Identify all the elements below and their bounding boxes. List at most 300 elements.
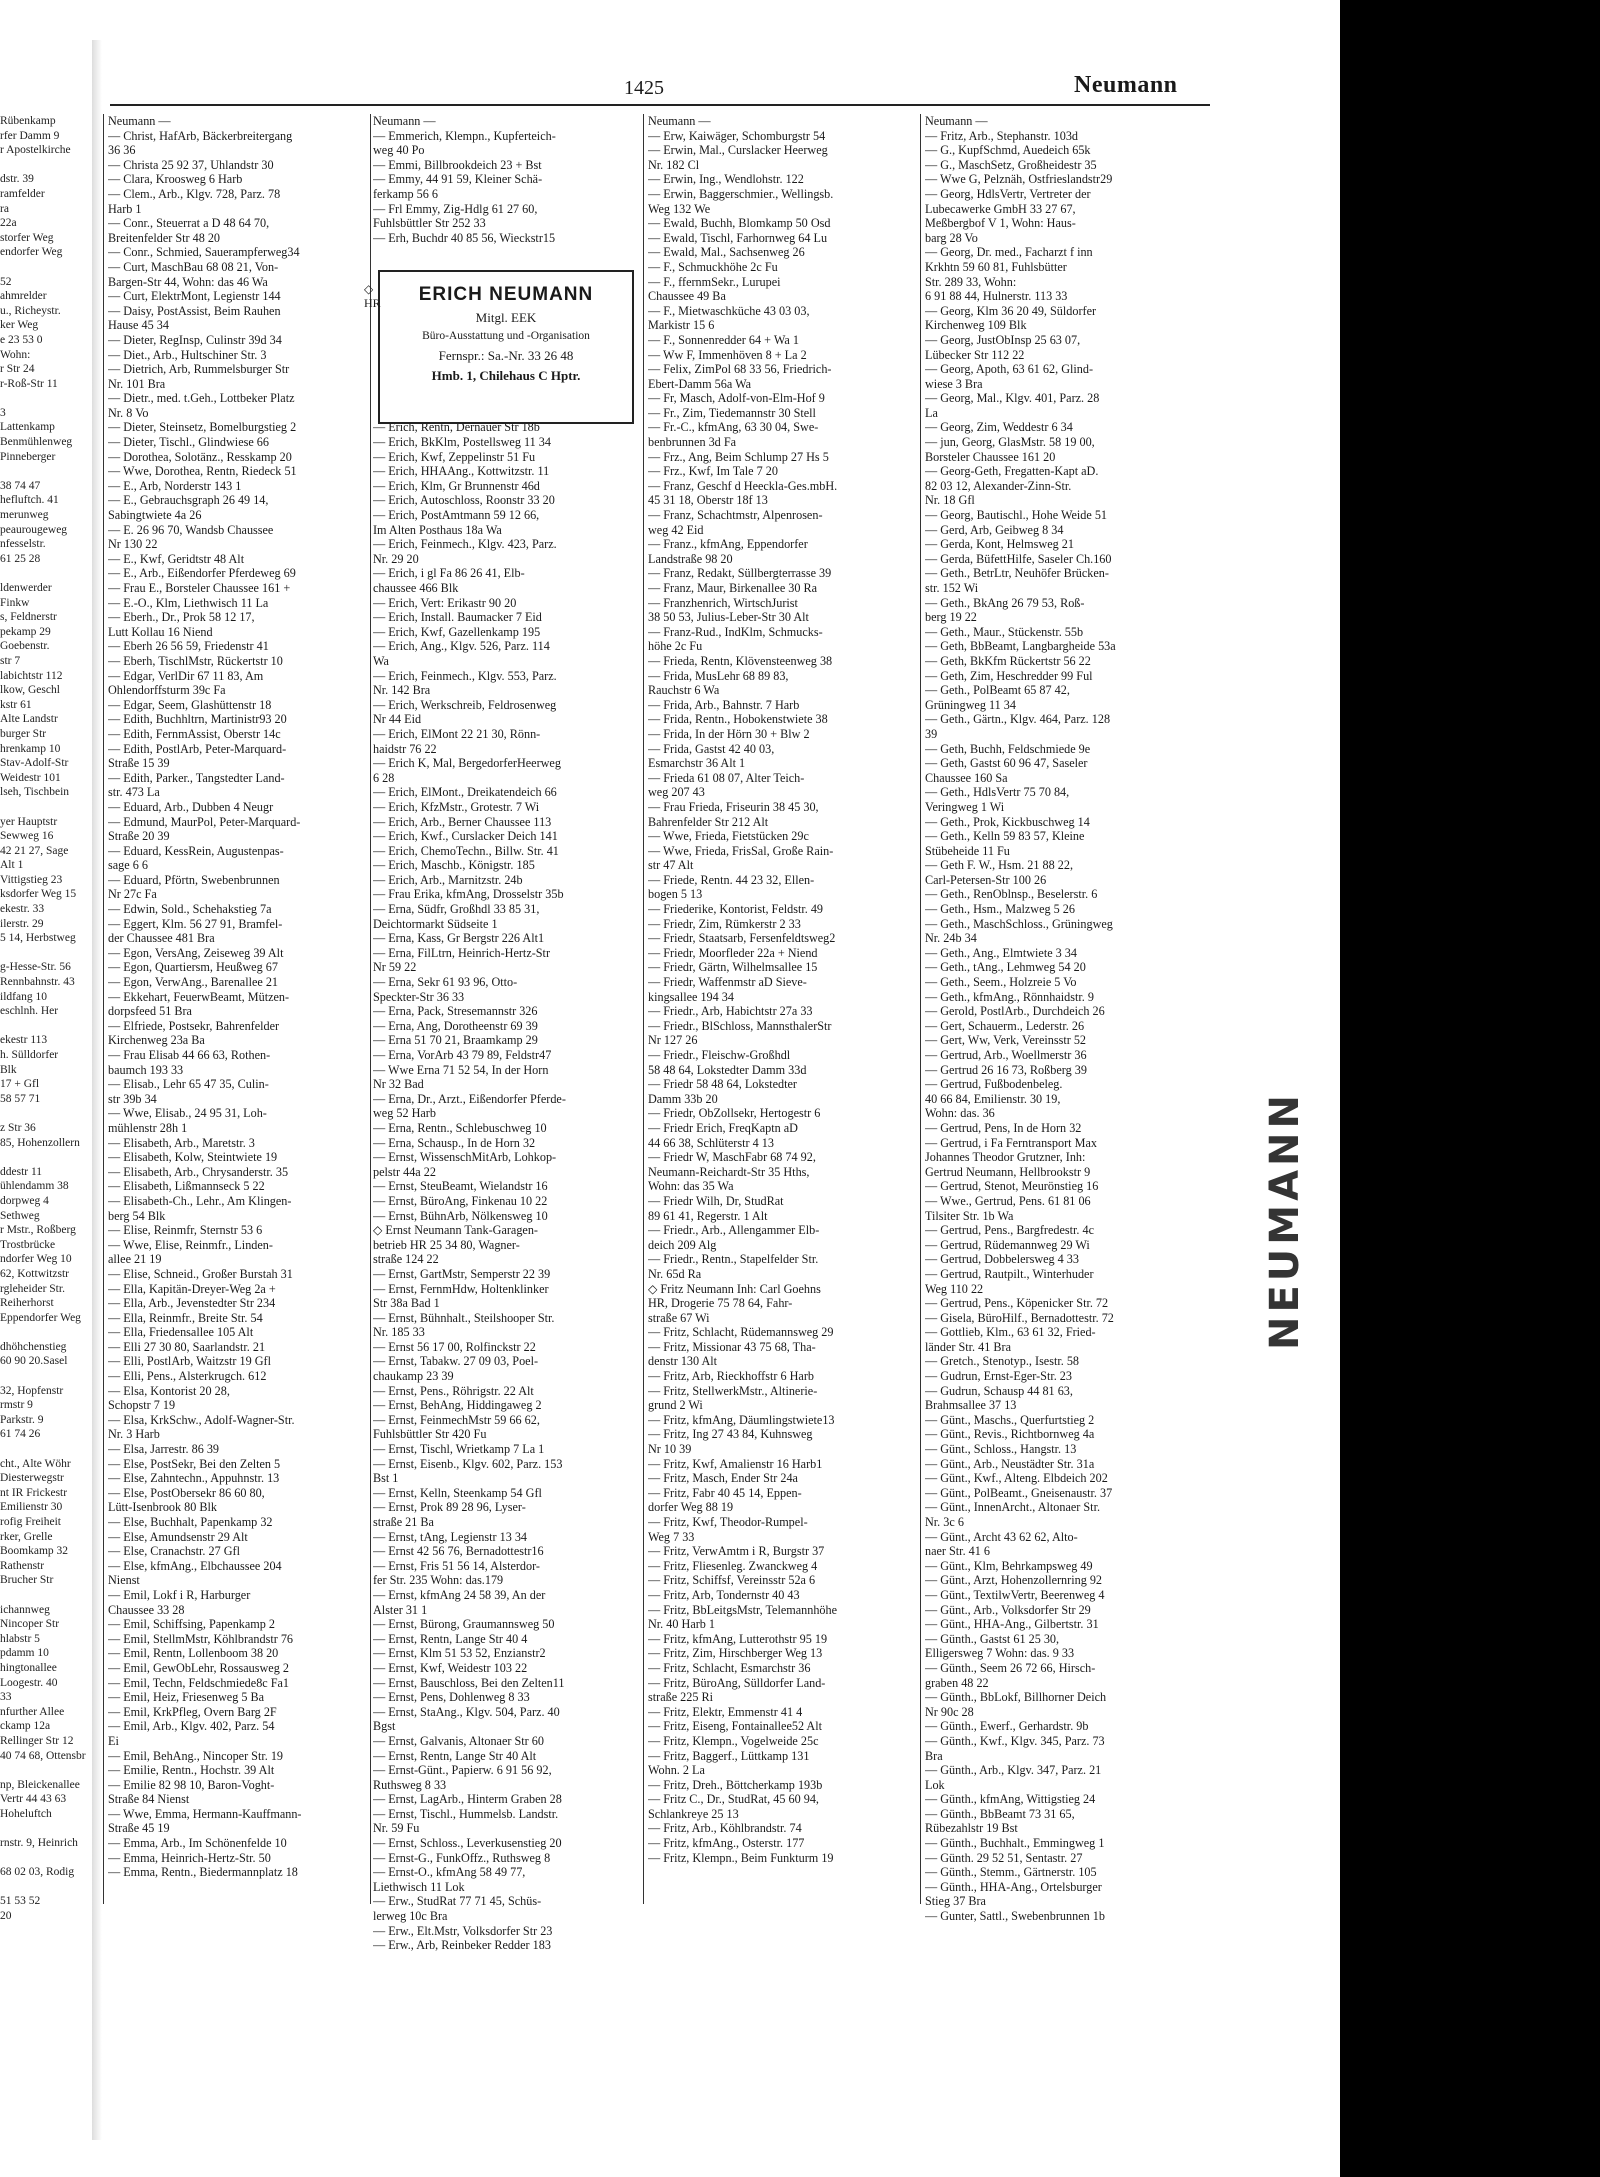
directory-entry-line: haidstr 76 22 <box>373 741 437 756</box>
directory-entry-line: — Elisabeth, Lißmannseck 5 22 <box>108 1179 265 1194</box>
directory-entry-line: — Ernst, FeinmechMstr 59 66 62, <box>373 1412 540 1427</box>
directory-entry-line: Nr. 18 Gfl <box>925 493 975 508</box>
directory-entry-line: — Friedr., Arb, Habichtstr 27a 33 <box>648 1004 813 1019</box>
directory-entry-line: — Eberh., Dr., Prok 58 12 17, <box>108 610 255 625</box>
directory-entry-line: — Günt., Arb., Volksdorfer Str 29 <box>925 1602 1091 1617</box>
column-left-fragment <box>0 114 92 1924</box>
directory-entry-line: — Emil, Lokf i R, Harburger <box>108 1587 251 1602</box>
directory-entry-line: — Friedr Wilh, Dr, StudRat <box>648 1193 784 1208</box>
directory-entry-line: — Emilie 82 98 10, Baron-Voght- <box>108 1777 275 1792</box>
directory-entry-line: 58 48 64, Lokstedter Damm 33d <box>648 1062 807 1077</box>
directory-entry-line: — Frida, Gastst 42 40 03, <box>648 741 775 756</box>
directory-entry-line: — E., Kwf, Geridtstr 48 Alt <box>108 551 245 566</box>
directory-entry-line: Vittigstieg 23 <box>0 873 63 886</box>
directory-entry-line: — Gertrud, Arb., Woellmerstr 36 <box>925 1048 1087 1062</box>
directory-entry-line: — Günt., HHA-Ang., Gilbertstr. 31 <box>925 1617 1099 1632</box>
directory-entry-line: — Emma, Arb., Im Schönenfelde 10 <box>108 1836 287 1851</box>
directory-entry-line: rmstr 9 <box>0 1399 33 1412</box>
directory-entry-line: — Ernst, Rentn, Lange Str 40 Alt <box>373 1748 537 1763</box>
directory-entry-line: Kirchenweg 109 Blk <box>925 318 1027 333</box>
ad-phone: Fernspr.: Sa.-Nr. 33 26 48 <box>438 348 574 363</box>
directory-entry-line: s, Feldnerstr <box>0 611 57 624</box>
directory-entry-line: str. 152 Wi <box>925 581 979 595</box>
directory-entry-line: Str. 289 33, Wohn: <box>925 274 1017 289</box>
ad-address: Hmb. 1, Chilehaus C Hptr. <box>431 368 581 383</box>
directory-entry-line: Brucher Str <box>0 1574 54 1587</box>
directory-entry-line: 5 14, Herbstweg <box>0 932 76 945</box>
directory-entry-line <box>0 1442 92 1457</box>
directory-entry-line: — Gertrud, Pens, In de Horn 32 <box>925 1120 1082 1135</box>
directory-entry-line: — Ella, Arb., Jevenstedter Str 234 <box>108 1296 276 1311</box>
directory-entry-line: — Fritz, Klempn., Beim Funkturm 19 <box>648 1850 834 1865</box>
directory-entry-line: Nr. 3c 6 <box>925 1515 964 1529</box>
directory-entry-line: — Dieter, Steinsetz, Bomelburgstieg 2 <box>108 420 297 435</box>
directory-entry-line: Hause 45 34 <box>108 318 169 333</box>
directory-entry-line: — Friedr Erich, FreqKaptn aD <box>648 1120 798 1135</box>
directory-entry-line: Wohn. 2 La <box>648 1763 705 1778</box>
directory-entry-line: 62, Kottwitzstr <box>0 1267 69 1280</box>
directory-entry-line: — Georg, Zim, Weddestr 6 34 <box>925 420 1073 435</box>
directory-entry-line: — Georg, Apoth, 63 61 62, Glind- <box>925 362 1094 377</box>
directory-entry-line: — Erna, Kass, Gr Bergstr 226 Alt1 <box>373 931 545 946</box>
directory-entry-line: — Ella, Reinmfr., Breite Str. 54 <box>108 1310 263 1325</box>
directory-entry-line: naer Str. 41 6 <box>925 1544 990 1559</box>
directory-entry-line: Neumann — <box>925 114 988 128</box>
directory-entry-line: Nincoper Str <box>0 1618 60 1631</box>
directory-entry-line: — Wwe, Frieda, Fietstücken 29c <box>648 829 809 844</box>
directory-entry-line: deich 209 Alg <box>648 1237 717 1252</box>
directory-entry-line: — Ella, Kapitän-Dreyer-Weg 2a + <box>108 1281 276 1296</box>
directory-entry-line: r Apostelkirche <box>0 144 71 157</box>
directory-entry-line: — Erw., Arb, Reinbeker Redder 183 <box>373 1938 551 1953</box>
directory-entry-line: — Edith, Parker., Tangstedter Land- <box>108 770 285 785</box>
directory-entry-line: 6 28 <box>373 770 395 785</box>
directory-entry-line: — Gerold, PostlArb., Durchdeich 26 <box>925 1004 1105 1019</box>
directory-entry-line: — Erna, FilLtrn, Heinrich-Hertz-Str <box>373 945 551 960</box>
directory-entry-line: Neumann — <box>373 114 436 128</box>
directory-entry-line: Neumann — <box>648 114 711 128</box>
directory-entry-line: — Geth., Maur., Stückenstr. 55b <box>925 624 1084 639</box>
directory-entry-line: — Egon, Quartiersm, Heußweg 67 <box>108 960 278 975</box>
directory-entry-line: Straße 45 19 <box>108 1821 170 1836</box>
directory-entry-line: — Fritz, BüroAng, Sülldorfer Land- <box>648 1675 826 1690</box>
directory-entry-line: Nr. 8 Vo <box>108 405 149 420</box>
directory-entry-line: — Fritz, VerwAmtm i R, Burgstr 37 <box>648 1544 825 1559</box>
directory-entry-line: — Erwin, Ing., Wendlohstr. 122 <box>648 172 804 187</box>
directory-entry-line: Fuhlsbüttler Str 252 33 <box>373 216 486 231</box>
directory-entry-line: — Fritz, Schlacht, Rüdemannsweg 29 <box>648 1325 834 1340</box>
directory-entry-line: graben 48 22 <box>925 1675 989 1690</box>
directory-entry-line: — Else, PostSekr, Bei den Zelten 5 <box>108 1456 281 1471</box>
directory-entry-line: Carl-Petersen-Str 100 26 <box>925 872 1047 887</box>
directory-entry-line: — Fritz, Eiseng, Fontainallee52 Alt <box>648 1719 822 1734</box>
directory-entry-line: — Wwe G, Pelznäh, Ostfrieslandstr29 <box>925 172 1113 187</box>
directory-entry-line: — Elisab., Lehr 65 47 35, Culin- <box>108 1077 269 1092</box>
directory-entry-line: labichtstr 112 <box>0 669 63 682</box>
directory-entry-line: barg 28 Vo <box>925 230 978 245</box>
directory-entry-line: — Fritz C., Dr., StudRat, 45 60 94, <box>648 1792 819 1807</box>
directory-entry-line <box>0 1019 92 1034</box>
directory-entry-line: Lok <box>925 1777 945 1792</box>
directory-entry-line: Markistr 15 6 <box>648 318 715 333</box>
directory-entry-line: — Erna, Rentn., Schlebuschweg 10 <box>373 1120 547 1135</box>
directory-entry-line: — Gertrud, Rautpilt., Winterhuder <box>925 1266 1094 1281</box>
directory-entry-line: Ruthsweg 8 33 <box>373 1777 447 1792</box>
directory-entry-line: — Günt., Revis., Richtbornweg 4a <box>925 1427 1095 1442</box>
directory-entry-line: Wohn: das. 36 <box>925 1106 995 1121</box>
directory-entry-line <box>0 158 92 173</box>
directory-entry-line: — Fritz, Zim, Hirschberger Weg 13 <box>648 1646 823 1661</box>
directory-entry-line: — Wwe, Emma, Hermann-Kauffmann- <box>108 1806 302 1821</box>
directory-entry-line: Benmühlenweg <box>0 436 73 449</box>
directory-entry-line: Veringweg 1 Wi <box>925 799 1005 814</box>
directory-entry-line: — Fritz, Arb, Rieckhoffstr 6 Harb <box>648 1369 814 1384</box>
directory-entry-line: — Erich, Maschb., Königstr. 185 <box>373 858 535 873</box>
directory-entry-line <box>0 1763 92 1778</box>
directory-entry-line: ichannweg <box>0 1603 50 1616</box>
directory-entry-line: Neumann-Reichardt-Str 35 Hths, <box>648 1164 810 1179</box>
directory-entry-line: — Erw., Elt.Mstr, Volksdorfer Str 23 <box>373 1923 553 1938</box>
directory-entry-line: — Geth., PolBeamt 65 87 42, <box>925 683 1070 698</box>
directory-entry-line: — Ernst, BüroAng, Finkenau 10 22 <box>373 1193 548 1208</box>
directory-entry-line: — Elsa, Kontorist 20 28, <box>108 1383 230 1398</box>
directory-entry-line: — Fritz, Elektr, Emmenstr 41 4 <box>648 1704 803 1719</box>
directory-entry-line: — Edith, FernmAssist, Oberstr 14c <box>108 726 281 741</box>
directory-entry-line: — Erich, ElMont., Dreikatendeich 66 <box>373 785 557 800</box>
directory-entry-line: Chaussee 49 Ba <box>648 289 726 304</box>
directory-entry-line: 32, Hopfenstr <box>0 1384 64 1397</box>
directory-entry-line: — Friederike, Kontorist, Feldstr. 49 <box>648 902 824 917</box>
directory-entry-line: dstr. 39 <box>0 173 34 186</box>
directory-entry-line: ker Weg <box>0 319 39 332</box>
directory-entry-line: Straße 15 39 <box>108 756 170 771</box>
directory-entry-line: berg 54 Blk <box>108 1208 166 1223</box>
directory-entry-line: — Geth., Kelln 59 83 57, Kleine <box>925 829 1085 844</box>
directory-entry-line: — Edgar, VerlDir 67 11 83, Am <box>108 668 264 683</box>
directory-entry-line: — F., ffernmSekr., Lurupei <box>648 274 781 289</box>
directory-entry-line: nfurther Allee <box>0 1705 65 1718</box>
directory-entry-line: Trostbrücke <box>0 1238 56 1251</box>
directory-entry-line: — Erna, VorArb 43 79 89, Feldstr47 <box>373 1048 552 1062</box>
directory-entry-line: — Fritz, Dreh., Böttcherkamp 193b <box>648 1777 823 1792</box>
directory-entry-line: 45 31 18, Oberstr 18f 13 <box>648 493 768 508</box>
directory-entry-line: — Erw., StudRat 77 71 45, Schüs- <box>373 1894 542 1909</box>
directory-entry-line: — Edith, Buchhltrn, Martinistr93 20 <box>108 712 287 727</box>
directory-entry-line: ahmrelder <box>0 290 47 303</box>
directory-entry-line: — Erich, PostAmtmann 59 12 66, <box>373 508 540 523</box>
directory-entry-line: — Ernst, Bauschloss, Bei den Zelten11 <box>373 1675 565 1690</box>
directory-entry-line: — Fritz, Ing 27 43 84, Kuhnsweg <box>648 1427 813 1442</box>
directory-entry-line: — Günth., HHA-Ang., Ortelsburger <box>925 1879 1102 1894</box>
directory-entry-line: — Elisabeth, Arb., Maretstr. 3 <box>108 1135 255 1150</box>
directory-entry-line: Nr. 142 Bra <box>373 683 431 698</box>
directory-entry-line: Straße 84 Nienst <box>108 1792 190 1807</box>
directory-entry-line: Ei <box>108 1733 119 1748</box>
directory-entry-line: — Friedr., Rentn., Stapelfelder Str. <box>648 1252 819 1267</box>
page-edge-text: NEUMANN <box>1262 1091 1308 1350</box>
directory-entry-line: — Eduard, Pförtn, Swebenbrunnen <box>108 872 280 887</box>
directory-entry-line: — Gerda, Kont, Helmsweg 21 <box>925 537 1074 552</box>
directory-entry-line: — Friedr., Fleischw-Großhdl <box>648 1048 791 1062</box>
directory-entry-line: — Ernst, Tischl., Hummelsb. Landstr. <box>373 1806 559 1821</box>
directory-entry-line: — Friedr, Zim, Rümkerstr 2 33 <box>648 916 801 931</box>
book-gutter <box>92 40 102 2140</box>
directory-entry-line: Emilienstr 30 <box>0 1501 63 1514</box>
directory-entry-line: — Ewald, Buchh, Blomkamp 50 Osd <box>648 216 831 231</box>
directory-entry-line: — Edmund, MaurPol, Peter-Marquard- <box>108 814 301 829</box>
directory-entry-line: 20 <box>0 1910 12 1923</box>
directory-entry-line: — Frau Elisab 44 66 63, Rothen- <box>108 1048 271 1062</box>
directory-entry-line: — Ernst, Eisenb., Klgv. 602, Parz. 153 <box>373 1456 563 1471</box>
directory-entry-line: Hoheluftch <box>0 1807 52 1820</box>
directory-entry-line: Krkhtn 59 60 81, Fuhlsbütter <box>925 259 1067 274</box>
directory-entry-line: — Günth., Kwf., Klgv. 345, Parz. 73 <box>925 1733 1105 1748</box>
directory-entry-line: Parkstr. 9 <box>0 1413 44 1426</box>
directory-entry-line: Alster 31 1 <box>373 1602 428 1617</box>
directory-entry-line: — Geth., Prok, Kickbuschweg 14 <box>925 814 1090 829</box>
column-3 <box>648 114 910 1865</box>
directory-entry-line: Nr. 185 33 <box>373 1325 425 1340</box>
directory-entry-line: — Ernst, BehAng, Hiddingaweg 2 <box>373 1398 542 1413</box>
directory-entry-line: — Ernst 42 56 76, Bernadottestr16 <box>373 1544 544 1559</box>
directory-entry-line: Nr 90c 28 <box>925 1704 974 1719</box>
directory-entry-line: — Erna, Pack, Stresemannstr 326 <box>373 1004 538 1019</box>
directory-entry-line: — Clem., Arb., Klgv. 728, Parz. 78 <box>108 186 281 201</box>
directory-entry-line: — Friede, Rentn. 44 23 32, Ellen- <box>648 872 815 887</box>
directory-entry-line: wiese 3 Bra <box>925 376 983 391</box>
directory-entry-line: — Georg, Mal., Klgv. 401, Parz. 28 <box>925 391 1100 406</box>
directory-entry-line: Neumann — <box>108 114 171 128</box>
directory-entry-line: Weidestr 101 <box>0 771 61 784</box>
directory-entry-line: — Erna, Ang, Dorotheenstr 69 39 <box>373 1018 538 1033</box>
directory-entry-line: Nr. 182 Cl <box>648 157 700 172</box>
column-rule <box>370 114 371 1904</box>
directory-entry-line: — Christ, HafArb, Bäckerbreitergang <box>108 128 293 143</box>
directory-entry-line: — Franz-Rud., IndKlm, Schmucks- <box>648 624 823 639</box>
directory-entry-line: — Ernst, SteuBeamt, Wielandstr 16 <box>373 1179 548 1194</box>
directory-entry-line: cht., Alte Wöhr <box>0 1457 71 1470</box>
directory-entry-line <box>0 566 92 581</box>
directory-entry-line: — Emil, GewObLehr, Rossausweg 2 <box>108 1660 289 1675</box>
directory-entry-line: — Emmy, 44 91 59, Kleiner Schä- <box>373 172 543 187</box>
directory-entry-line: Ebert-Damm 56a Wa <box>648 376 752 391</box>
directory-entry-line: — Emil, KrkPfleg, Overn Barg 2F <box>108 1704 277 1719</box>
directory-entry-line: u., Richeystr. <box>0 304 61 317</box>
directory-entry-line: — Emil, Techn, Feldschmiede8c Fa1 <box>108 1675 290 1690</box>
directory-entry-line: Harb 1 <box>108 201 142 216</box>
directory-entry-line: 40 66 84, Emilienstr. 30 19, <box>925 1091 1061 1106</box>
directory-entry-line: pelstr 44a 22 <box>373 1164 436 1179</box>
directory-entry-line: — Günt., Schloss., Hangstr. 13 <box>925 1442 1077 1457</box>
directory-entry-line: — Emil, Arb., Klgv. 402, Parz. 54 <box>108 1719 275 1734</box>
directory-entry-line: — Georg, JustObInsp 25 63 07, <box>925 332 1081 347</box>
directory-entry-line: 38 50 53, Julius-Leber-Str 30 Alt <box>648 610 809 625</box>
directory-entry-line: Elligersweg 7 Wohn: das. 9 33 <box>925 1646 1075 1661</box>
directory-entry-line: — Eberh, TischlMstr, Rückertstr 10 <box>108 653 283 668</box>
directory-entry-line: — Ernst-O., kfmAng 58 49 77, <box>373 1865 526 1880</box>
directory-entry-line: — Erich, ChemoTechn., Billw. Str. 41 <box>373 843 559 858</box>
directory-entry-line: — Erich, BkKlm, Postellsweg 11 34 <box>373 435 551 450</box>
directory-entry-line: — Ernst, tAng, Legienstr 13 34 <box>373 1529 528 1544</box>
directory-entry-line: — Erna, Schausp., In de Horn 32 <box>373 1135 536 1150</box>
directory-entry-line: — Wwe Erna 71 52 54, In der Horn <box>373 1062 549 1077</box>
directory-entry-line: — Erich, Arb., Marnitzstr. 24b <box>373 872 523 887</box>
directory-entry-line: — Ernst, Prok 89 28 96, Lyser- <box>373 1500 526 1515</box>
directory-entry-line: — Günt., Klm, Behrkampsweg 49 <box>925 1558 1093 1573</box>
directory-entry-line: — Frau Frieda, Friseurin 38 45 30, <box>648 799 819 814</box>
directory-entry-line: ferkamp 56 6 <box>373 186 438 201</box>
directory-entry-line: — Geth., kfmAng., Rönnhaidstr. 9 <box>925 989 1094 1004</box>
directory-entry-line: Meßbergbof V 1, Wohn: Haus- <box>925 216 1076 231</box>
directory-entry-line: pdamm 10 <box>0 1647 49 1660</box>
directory-entry-line: weg 40 Po <box>373 143 425 158</box>
directory-entry-line: storfer Weg <box>0 231 54 244</box>
directory-entry-line: — Frida, In der Hörn 30 + Blw 2 <box>648 726 810 741</box>
directory-entry-line: Nr 130 22 <box>108 537 158 552</box>
directory-entry-line: — Geth F. W., Hsm. 21 88 22, <box>925 858 1073 873</box>
directory-entry-line: — Günth., Stemm., Gärtnerstr. 105 <box>925 1865 1097 1880</box>
directory-entry-line: Straße 20 39 <box>108 829 170 844</box>
directory-entry-line: — Gudrun, Schausp 44 81 63, <box>925 1383 1073 1398</box>
directory-entry-line: — Erich, HHAAng., Kottwitzstr. 11 <box>373 464 550 479</box>
directory-entry-line: Reiherhorst <box>0 1297 54 1310</box>
directory-entry-line: 3 <box>0 406 6 419</box>
directory-entry-line: straße 124 22 <box>373 1252 439 1267</box>
directory-entry-line: Goebenstr. <box>0 640 50 653</box>
directory-entry-line: Nr. 3 Harb <box>108 1427 160 1442</box>
page-number: 1425 <box>624 77 664 99</box>
directory-entry-line: hingtonallee <box>0 1661 57 1674</box>
directory-entry-line: — Wwe, Frieda, FrisSal, Große Rain- <box>648 843 834 858</box>
directory-entry-line: — Friedr 58 48 64, Lokstedter <box>648 1077 797 1092</box>
directory-entry-line: Nr. 59 Fu <box>373 1821 420 1836</box>
directory-entry-line: — Wwe, Elisab., 24 95 31, Loh- <box>108 1106 267 1121</box>
directory-entry-line: — Gert, Ww, Verk, Vereinsstr 52 <box>925 1033 1087 1048</box>
directory-entry-line: Bargen-Str 44, Wohn: das 46 Wa <box>108 274 268 289</box>
directory-entry-line: grund 2 Wi <box>648 1398 703 1413</box>
directory-entry-line: — Ernst, FernmHdw, Holtenklinker <box>373 1281 549 1296</box>
directory-entry-line: — Fritz, Kwf, Theodor-Rumpel- <box>648 1515 808 1529</box>
directory-entry-line: — Fr, Masch, Adolf-von-Elm-Hof 9 <box>648 391 825 406</box>
directory-entry-line: berg 19 22 <box>925 610 977 625</box>
directory-entry-line: — Fritz, Fliesenleg. Zwanckweg 4 <box>648 1558 818 1573</box>
directory-entry-line: Rübezahlstr 19 Bst <box>925 1821 1018 1836</box>
directory-entry-line: — Georg-Geth, Fregatten-Kapt aD. <box>925 464 1099 479</box>
directory-entry-line: Rübenkamp <box>0 115 56 127</box>
directory-entry-line: Nr 59 22 <box>373 960 417 975</box>
directory-entry-line: e 23 53 0 <box>0 333 43 346</box>
directory-entry-line: — F., Sonnenredder 64 + Wa 1 <box>648 332 799 347</box>
directory-entry-line: nfesselstr. <box>0 538 46 551</box>
directory-entry-line: Nr. 29 20 <box>373 551 419 566</box>
directory-entry-line: — Geth., MaschSchloss., Grüningweg <box>925 916 1113 931</box>
directory-entry-line: — Christa 25 92 37, Uhlandstr 30 <box>108 157 274 172</box>
directory-entry-line: — Ernst, Tischl, Wrietkamp 7 La 1 <box>373 1442 545 1457</box>
directory-entry-line: Finkw <box>0 596 30 609</box>
directory-entry-line: — Gerda, BüfettHilfe, Saseler Ch.160 <box>925 551 1112 566</box>
directory-entry-line <box>0 464 92 479</box>
directory-entry-line: Lutt Kollau 16 Niend <box>108 624 213 639</box>
directory-entry-line: — Erich, Klm, Gr Brunnenstr 46d <box>373 478 540 493</box>
directory-entry-line: Kirchenweg 23a Ba <box>108 1033 205 1048</box>
directory-entry-line: Esmarchstr 36 Alt 1 <box>648 756 746 771</box>
directory-entry-line: — Fritz, StellwerkMstr., Altinerie- <box>648 1383 818 1398</box>
directory-entry-line: — Frau E., Borsteler Chaussee 161 + <box>108 581 291 595</box>
directory-entry-line <box>0 1880 92 1895</box>
directory-entry-line: Pinneberger <box>0 450 56 463</box>
directory-entry-line: — Ewald, Mal., Sachsenweg 26 <box>648 245 805 260</box>
directory-entry-line: 61 74 26 <box>0 1428 41 1441</box>
directory-entry-line: — Curt, MaschBau 68 08 21, Von- <box>108 259 279 274</box>
directory-entry-line: str 47 Alt <box>648 858 694 873</box>
directory-entry-line: — Friedr., BlSchloss, MannsthalerStr <box>648 1018 832 1033</box>
directory-entry-line: — Erw, Kaiwäger, Schomburgstr 54 <box>648 128 826 143</box>
directory-entry-line: — Fritz, Arb., Köhlbrandstr. 74 <box>648 1821 802 1836</box>
directory-entry-line: — Dietrich, Arb, Rummelsburger Str <box>108 362 290 377</box>
directory-entry-line: Chaussee 33 28 <box>108 1602 185 1617</box>
directory-entry-line: 38 74 47 <box>0 479 41 492</box>
directory-entry-line: str 39b 34 <box>108 1091 157 1106</box>
directory-entry-line: Rauchstr 6 Wa <box>648 683 720 698</box>
directory-entry-line: — Fritz, Fabr 40 45 14, Eppen- <box>648 1485 802 1500</box>
ad-membership: Mitgl. EEK <box>475 310 537 325</box>
directory-entry-line: — Franz, Schachtmstr, Alpenrosen- <box>648 508 823 523</box>
directory-entry-line: Stübeheide 11 Fu <box>925 843 1010 858</box>
directory-entry-line: ddestr 11 <box>0 1165 43 1178</box>
directory-entry-line: 36 36 <box>108 143 136 158</box>
directory-entry-line <box>373 245 635 260</box>
directory-entry-line: — Else, Amundsenstr 29 Alt <box>108 1529 248 1544</box>
directory-entry-line: Lattenkamp <box>0 421 55 434</box>
directory-entry-line: 17 + Gfl <box>0 1078 40 1091</box>
directory-entry-line: — Ernst, Pens, Dohlenweg 8 33 <box>373 1690 530 1705</box>
directory-entry-line: länder Str. 41 Bra <box>925 1339 1011 1354</box>
directory-entry-line: straße 225 Ri <box>648 1690 713 1705</box>
directory-entry-line: — Günt., Maschs., Querfurtstieg 2 <box>925 1412 1095 1427</box>
directory-entry-line: — Günth., BbLokf, Billhorner Deich <box>925 1690 1107 1705</box>
directory-entry-line: 44 66 38, Schlüterstr 4 13 <box>648 1135 774 1150</box>
directory-entry-line: — Gertrud, Stenot, Meurönstieg 16 <box>925 1179 1099 1194</box>
directory-entry-line: Nr 27c Fa <box>108 887 157 902</box>
directory-entry-line: — Erwin, Baggerschmier., Wellingsb. <box>648 186 834 201</box>
directory-entry-line: Str 38a Bad 1 <box>373 1296 440 1311</box>
directory-entry-line: Nienst <box>108 1573 140 1588</box>
directory-entry-line: Damm 33b 20 <box>648 1091 718 1106</box>
directory-entry-line: ühlendamm 38 <box>0 1180 69 1193</box>
directory-entry-line: ildfang 10 <box>0 990 47 1003</box>
directory-entry-line: — Franz, Maur, Birkenallee 30 Ra <box>648 581 818 595</box>
directory-entry-line: — Ernst, BühnArb, Nölkensweg 10 <box>373 1208 548 1223</box>
directory-entry-line: — Geth., Gärtn., Klgv. 464, Parz. 128 <box>925 712 1111 727</box>
directory-entry-line: ekestr. 33 <box>0 903 45 916</box>
directory-entry-line: Weg 110 22 <box>925 1281 984 1296</box>
directory-entry-line: Speckter-Str 36 33 <box>373 989 465 1004</box>
directory-entry-line: pekamp 29 <box>0 625 51 638</box>
directory-entry-line: — G., KupfSchmd, Auedeich 65k <box>925 143 1091 158</box>
directory-entry-line: Alt 1 <box>0 859 24 872</box>
directory-entry-line: — Ernst, Bühnhalt., Steilshooper Str. <box>373 1310 555 1325</box>
directory-entry-line: — Friedr, Staatsarb, Fersenfeldtsweg2 <box>648 931 836 946</box>
directory-entry-line: betrieb HR 25 34 80, Wagner- <box>373 1237 520 1252</box>
directory-entry-line: — Franzhenrich, WirtschJurist <box>648 595 798 610</box>
directory-entry-line: hefluftch. 41 <box>0 494 59 507</box>
directory-entry-line: — Günth., Seem 26 72 66, Hirsch- <box>925 1660 1096 1675</box>
directory-entry-line: np, Bleickenallee <box>0 1778 80 1791</box>
directory-entry-line: — Wwe, Dorothea, Rentn, Riedeck 51 <box>108 464 297 479</box>
directory-entry-line: — Ernst-Günt., Papierw. 6 91 56 92, <box>373 1763 552 1778</box>
directory-entry-line: Sethweg <box>0 1209 40 1222</box>
directory-entry-line: — F., Mietwaschküche 43 03 03, <box>648 303 810 318</box>
